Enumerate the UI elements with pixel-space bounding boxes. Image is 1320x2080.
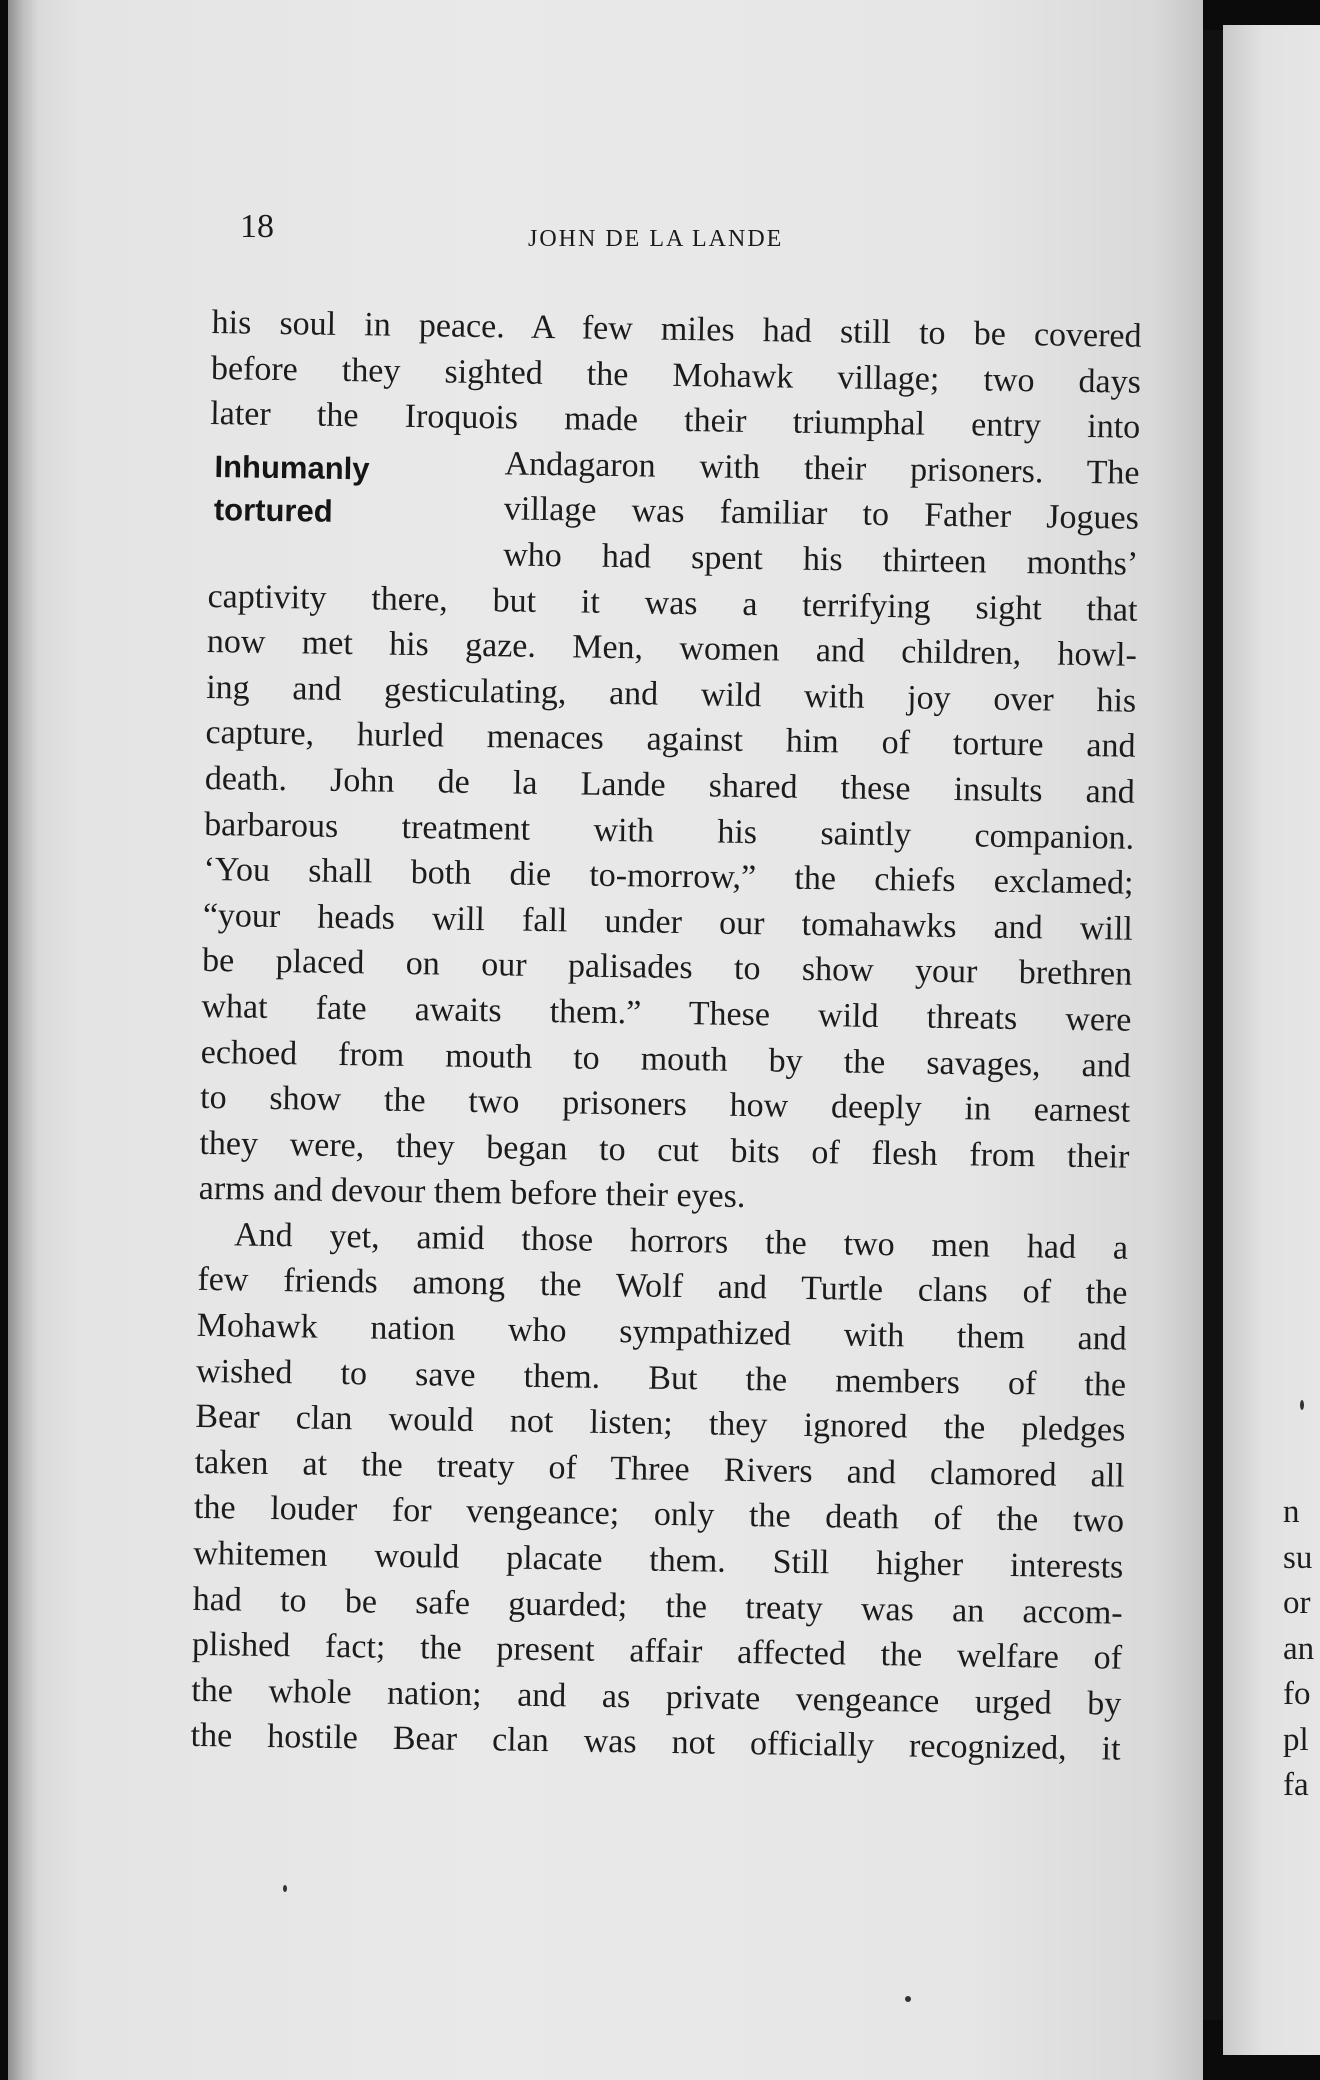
adjacent-fragment: fo xyxy=(1283,1676,1311,1712)
page-number: 18 xyxy=(240,208,274,245)
dust-speck xyxy=(283,1885,287,1892)
text-line: ‘You shall both die to-morrow,” the chiefs exclamed; xyxy=(203,851,1134,902)
text-line: later the Iroquois made their triumphal entry into xyxy=(210,395,1141,446)
text-line: who had spent his thirteen months’ xyxy=(502,536,1139,583)
page-edge xyxy=(8,0,38,2080)
page-header xyxy=(240,208,1140,258)
text-line: few friends among the Wolf and Turtle clans of the xyxy=(197,1261,1128,1313)
text-line: death. John de la Lande shared these insults and xyxy=(204,759,1136,811)
book-gutter xyxy=(1203,30,1223,2020)
text-line: Andagaron with their prisoners. The xyxy=(504,445,1140,492)
text-line: what fate awaits them.” These wild threats were xyxy=(201,987,1132,1039)
margin-note-line: tortured xyxy=(213,492,333,529)
adjacent-fragment: fa xyxy=(1283,1767,1309,1803)
text-line: to show the two prisoners how deeply in earnest xyxy=(199,1079,1131,1130)
adjacent-fragment: pl xyxy=(1283,1721,1309,1758)
dust-speck xyxy=(905,1996,911,2002)
adjacent-fragment: or xyxy=(1283,1585,1311,1621)
text-line: before they sighted the Mohawk village; two days xyxy=(210,349,1142,401)
text-line: “your heads will fall under our tomahawks and will xyxy=(202,896,1134,948)
text-line: wished to save them. But the members of the xyxy=(195,1352,1127,1404)
text-line: capture, hurled menaces against him of torture and xyxy=(205,714,1136,766)
text-line: plished fact; the present affair affected the welfare of xyxy=(191,1626,1123,1677)
adjacent-page-text xyxy=(1283,1490,1314,1809)
text-line: the louder for vengeance; only the death of the two xyxy=(193,1489,1125,1541)
text-line: barbarous treatment with his saintly companion. xyxy=(203,805,1135,857)
text-line: they were, they began to cut bits of flesh from their xyxy=(199,1124,1130,1176)
margin-note xyxy=(214,445,370,533)
text-line: now met his gaze. Men, women and children, howl- xyxy=(206,623,1138,674)
text-line: taken at the treaty of Three Rivers and clamored all xyxy=(194,1443,1125,1495)
text-line: ing and gesticulating, and wild with joy over his xyxy=(205,668,1137,720)
text-line: Mohawk nation who sympathized with them and xyxy=(196,1306,1127,1358)
adjacent-fragment: an xyxy=(1283,1630,1315,1667)
text-line: be placed on our palisades to show your brethren xyxy=(201,942,1133,994)
body-text xyxy=(190,300,1142,1773)
text-line: And yet, amid those horrors the two men had a xyxy=(233,1216,1129,1267)
dust-speck xyxy=(1300,1400,1304,1410)
margin-note-line: Inhumanly xyxy=(214,449,370,487)
adjacent-fragment: n xyxy=(1283,1494,1300,1530)
text-line: village was familiar to Father Jogues xyxy=(503,490,1140,538)
text-line: the hostile Bear clan was not officially recognized, it xyxy=(190,1717,1121,1769)
text-line: whitemen would placate them. Still higher interests xyxy=(193,1534,1124,1586)
text-line: echoed from mouth to mouth by the savages, and xyxy=(200,1033,1132,1085)
adjacent-fragment: su xyxy=(1283,1539,1313,1576)
running-title: JOHN DE LA LANDE xyxy=(528,226,784,252)
text-line: the whole nation; and as private vengeance urged by xyxy=(191,1671,1122,1723)
text-line: captivity there, but it was a terrifying sight that xyxy=(207,577,1138,629)
text-line: arms and devour them before their eyes. xyxy=(198,1170,746,1216)
text-line: had to be safe guarded; the treaty was an accom- xyxy=(192,1580,1123,1632)
text-line: Bear clan would not listen; they ignored the pledges xyxy=(195,1398,1126,1449)
text-line: his soul in peace. A few miles had still to be covered xyxy=(211,303,1142,355)
